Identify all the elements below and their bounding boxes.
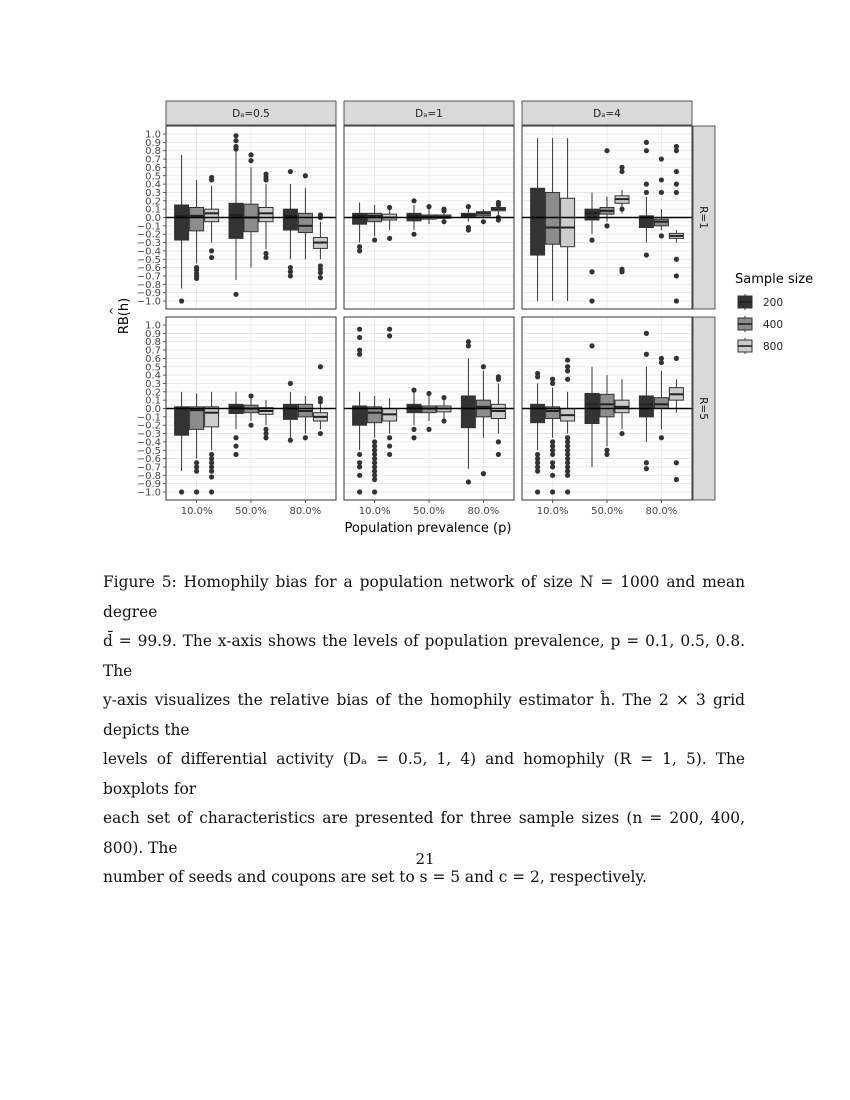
y-tick-label: −0.8 xyxy=(136,279,161,291)
y-tick-label: 0.3 xyxy=(145,378,161,390)
box-body xyxy=(561,198,575,246)
outlier-point xyxy=(674,148,679,153)
outlier-point xyxy=(441,208,446,213)
outlier-point xyxy=(565,377,570,382)
facet-panel xyxy=(522,126,692,309)
box-body xyxy=(600,394,614,417)
outlier-point xyxy=(209,248,214,253)
outlier-point xyxy=(288,438,293,443)
outlier-point xyxy=(619,269,624,274)
row-strip-label: R=5 xyxy=(697,397,709,420)
outlier-point xyxy=(565,368,570,373)
facet-panel xyxy=(522,317,692,500)
y-tick-label: −0.7 xyxy=(136,462,161,474)
legend-key xyxy=(738,294,752,310)
box-body xyxy=(639,396,653,417)
row-strip-label: R=1 xyxy=(697,206,709,229)
box-body xyxy=(531,188,545,255)
outlier-point xyxy=(179,298,184,303)
box-body xyxy=(175,205,189,240)
outlier-point xyxy=(589,237,594,242)
box-body xyxy=(283,404,297,419)
legend-label: 400 xyxy=(763,319,784,331)
box-body xyxy=(205,407,219,427)
outlier-point xyxy=(644,182,649,187)
outlier-point xyxy=(248,423,253,428)
outlier-point xyxy=(674,190,679,195)
outlier-point xyxy=(604,223,609,228)
outlier-point xyxy=(674,477,679,482)
outlier-point xyxy=(466,225,471,230)
outlier-point xyxy=(263,255,268,260)
y-tick-label: 0.4 xyxy=(145,179,161,191)
caption-line: d̄ = 99.9. The x-axis shows the levels of population prevalence, p = 0.1, 0.5, 0.8. The xyxy=(103,632,745,680)
x-tick-label: 50.0% xyxy=(413,506,445,517)
outlier-point xyxy=(659,233,664,238)
y-tick-label: 0.2 xyxy=(145,387,161,399)
outlier-point xyxy=(644,252,649,257)
outlier-point xyxy=(589,343,594,348)
outlier-point xyxy=(357,352,362,357)
caption-line: levels of differential activity (Dₐ = 0.5, 1, 4) and homophily (R = 1, 5). The boxplots for xyxy=(103,750,745,798)
facet-panels xyxy=(166,126,692,500)
box-body xyxy=(368,407,382,423)
outlier-point xyxy=(550,473,555,478)
outlier-point xyxy=(194,469,199,474)
outlier-point xyxy=(496,202,501,207)
y-axis-title: RB(h) xyxy=(117,297,132,335)
column-strip-label: Dₐ=0.5 xyxy=(232,108,270,120)
outlier-point xyxy=(426,204,431,209)
legend-title: Sample size xyxy=(735,272,814,287)
x-tick-label: 80.0% xyxy=(467,506,500,517)
x-tick-label: 50.0% xyxy=(235,506,267,517)
outlier-point xyxy=(357,248,362,253)
outlier-point xyxy=(233,292,238,297)
outlier-point xyxy=(387,205,392,210)
outlier-point xyxy=(644,460,649,465)
outlier-point xyxy=(233,443,238,448)
y-tick-label: −1.0 xyxy=(136,487,161,499)
y-tick-label: 0.6 xyxy=(145,162,161,174)
outlier-point xyxy=(288,273,293,278)
outlier-point xyxy=(441,418,446,423)
x-tick-label: 10.0% xyxy=(358,506,391,517)
outlier-point xyxy=(357,335,362,340)
outlier-point xyxy=(550,452,555,457)
outlier-point xyxy=(659,156,664,161)
outlier-point xyxy=(357,464,362,469)
outlier-point xyxy=(426,391,431,396)
outlier-point xyxy=(411,427,416,432)
box-body xyxy=(190,207,204,230)
outlier-point xyxy=(481,219,486,224)
outlier-point xyxy=(387,327,392,332)
box-body xyxy=(654,398,668,409)
box-body xyxy=(585,209,599,220)
box-body xyxy=(259,207,273,221)
legend xyxy=(735,272,813,354)
outlier-point xyxy=(411,435,416,440)
x-axis-title: Population prevalence (p) xyxy=(344,521,512,536)
outlier-point xyxy=(233,133,238,138)
outlier-point xyxy=(604,148,609,153)
caption-line: each set of characteristics are presented for three sample sizes (n = 200, 400, 800). The xyxy=(103,809,745,857)
outlier-point xyxy=(619,169,624,174)
y-tick-label: 0.2 xyxy=(145,196,161,208)
caption-line: Figure 5: Homophily bias for a population network of size N = 1000 and mean degree xyxy=(103,573,745,621)
outlier-point xyxy=(387,236,392,241)
outlier-point xyxy=(303,435,308,440)
outlier-point xyxy=(357,327,362,332)
outlier-point xyxy=(659,190,664,195)
y-tick-label: −0.4 xyxy=(136,437,161,449)
outlier-point xyxy=(303,173,308,178)
y-tick-label: −0.7 xyxy=(136,271,161,283)
x-tick-label: 80.0% xyxy=(645,506,678,517)
outlier-point xyxy=(209,474,214,479)
y-tick-label: 0.0 xyxy=(145,404,161,415)
box-body xyxy=(546,192,560,244)
box-body xyxy=(298,213,312,232)
y-tick-label: 0.7 xyxy=(145,345,161,357)
outlier-point xyxy=(644,148,649,153)
outlier-point xyxy=(233,435,238,440)
outlier-point xyxy=(288,381,293,386)
outlier-point xyxy=(263,177,268,182)
box-body xyxy=(229,203,243,238)
outlier-point xyxy=(441,219,446,224)
outlier-point xyxy=(550,489,555,494)
y-tick-label: −0.5 xyxy=(136,254,161,266)
outlier-point xyxy=(387,443,392,448)
outlier-point xyxy=(372,489,377,494)
outlier-point xyxy=(604,452,609,457)
y-tick-label: 0.9 xyxy=(145,137,161,149)
legend-label: 200 xyxy=(763,297,784,309)
outlier-point xyxy=(481,364,486,369)
outlier-point xyxy=(318,275,323,280)
outlier-point xyxy=(644,352,649,357)
outlier-point xyxy=(387,435,392,440)
column-strip-label: Dₐ=1 xyxy=(415,108,443,120)
outlier-point xyxy=(619,431,624,436)
y-tick-label: −0.4 xyxy=(136,246,161,258)
outlier-point xyxy=(674,169,679,174)
outlier-point xyxy=(659,360,664,365)
y-tick-label: −0.1 xyxy=(136,412,161,424)
outlier-point xyxy=(372,237,377,242)
outlier-point xyxy=(644,140,649,145)
y-axis-title-group xyxy=(109,298,132,334)
figure-caption xyxy=(103,568,745,893)
outlier-point xyxy=(387,333,392,338)
y-tick-label: 0.3 xyxy=(145,187,161,199)
outlier-point xyxy=(644,466,649,471)
y-tick-label: 1.0 xyxy=(145,320,161,332)
outlier-point xyxy=(659,177,664,182)
outlier-point xyxy=(357,452,362,457)
y-tick-label: −0.6 xyxy=(136,263,161,275)
outlier-point xyxy=(565,489,570,494)
outlier-point xyxy=(318,270,323,275)
outlier-point xyxy=(674,460,679,465)
outlier-point xyxy=(318,364,323,369)
y-tick-label: −0.9 xyxy=(136,479,161,491)
outlier-point xyxy=(233,146,238,151)
outlier-point xyxy=(481,471,486,476)
outlier-point xyxy=(248,393,253,398)
outlier-point xyxy=(233,452,238,457)
outlier-point xyxy=(426,427,431,432)
outlier-point xyxy=(194,276,199,281)
outlier-point xyxy=(411,198,416,203)
outlier-point xyxy=(357,473,362,478)
outlier-point xyxy=(674,182,679,187)
x-axes xyxy=(181,500,678,517)
outlier-point xyxy=(466,204,471,209)
facet-panel xyxy=(166,126,336,309)
y-tick-label: −0.9 xyxy=(136,288,161,300)
outlier-point xyxy=(318,399,323,404)
y-tick-label: 0.5 xyxy=(145,171,161,183)
legend-key xyxy=(738,338,752,354)
facet-panel xyxy=(344,317,514,500)
y-tick-label: −0.5 xyxy=(136,445,161,457)
outlier-point xyxy=(659,435,664,440)
outlier-point xyxy=(179,489,184,494)
outlier-point xyxy=(209,255,214,260)
y-tick-label: −0.2 xyxy=(136,420,161,432)
outlier-point xyxy=(288,169,293,174)
outlier-point xyxy=(248,152,253,157)
outlier-point xyxy=(535,374,540,379)
y-tick-label: −0.3 xyxy=(136,238,161,250)
legend-key xyxy=(738,316,752,332)
outlier-point xyxy=(644,331,649,336)
y-tick-label: 0.5 xyxy=(145,362,161,374)
outlier-point xyxy=(674,356,679,361)
column-strip-label: Dₐ=4 xyxy=(593,108,621,120)
y-tick-label: 0.1 xyxy=(145,395,161,407)
x-tick-label: 50.0% xyxy=(591,506,623,517)
outlier-point xyxy=(411,388,416,393)
outlier-point xyxy=(466,343,471,348)
outlier-point xyxy=(550,381,555,386)
y-tick-label: 0.4 xyxy=(145,370,161,382)
y-tick-label: 0.0 xyxy=(145,213,161,224)
y-axis-title-hat: ^ xyxy=(109,306,120,316)
y-tick-label: −0.3 xyxy=(136,429,161,441)
y-tick-label: 0.1 xyxy=(145,204,161,216)
outlier-point xyxy=(318,431,323,436)
outlier-point xyxy=(550,464,555,469)
outlier-point xyxy=(209,469,214,474)
y-tick-label: 0.6 xyxy=(145,353,161,365)
outlier-point xyxy=(674,298,679,303)
y-tick-label: −0.1 xyxy=(136,221,161,233)
facet-panel xyxy=(166,317,336,500)
y-tick-label: −0.6 xyxy=(136,454,161,466)
outlier-point xyxy=(619,207,624,212)
box-body xyxy=(461,396,475,428)
outlier-point xyxy=(644,190,649,195)
outlier-point xyxy=(496,439,501,444)
outlier-point xyxy=(194,489,199,494)
caption-line: number of seeds and coupons are set to s = 5 and c = 2, respectively. xyxy=(103,868,647,886)
outlier-point xyxy=(674,257,679,262)
x-tick-label: 10.0% xyxy=(536,506,569,517)
outlier-point xyxy=(674,273,679,278)
box-body xyxy=(205,209,219,222)
outlier-point xyxy=(248,158,253,163)
outlier-point xyxy=(411,232,416,237)
box-body xyxy=(283,209,297,230)
outlier-point xyxy=(589,269,594,274)
x-tick-label: 80.0% xyxy=(289,506,322,517)
outlier-point xyxy=(466,479,471,484)
x-tick-label: 10.0% xyxy=(180,506,213,517)
outlier-point xyxy=(565,357,570,362)
y-tick-label: 1.0 xyxy=(145,129,161,141)
outlier-point xyxy=(535,469,540,474)
outlier-point xyxy=(233,138,238,143)
y-tick-label: 0.9 xyxy=(145,328,161,340)
outlier-point xyxy=(372,477,377,482)
outlier-point xyxy=(441,395,446,400)
y-tick-label: 0.7 xyxy=(145,154,161,166)
y-tick-label: −0.2 xyxy=(136,229,161,241)
y-axes xyxy=(137,130,166,499)
y-tick-label: −0.8 xyxy=(136,470,161,482)
outlier-point xyxy=(496,374,501,379)
outlier-point xyxy=(209,489,214,494)
caption-line: y-axis visualizes the relative bias of the homophily estimator ĥ. The 2 × 3 grid depicts the xyxy=(103,691,745,739)
y-tick-label: 0.8 xyxy=(145,337,161,349)
facet-panel xyxy=(344,126,514,309)
y-tick-label: −1.0 xyxy=(136,296,161,308)
box-body xyxy=(175,407,189,435)
page-number: 21 xyxy=(415,850,435,868)
box-body xyxy=(531,404,545,422)
outlier-point xyxy=(387,452,392,457)
legend-label: 800 xyxy=(763,341,784,353)
outlier-point xyxy=(589,298,594,303)
outlier-point xyxy=(357,489,362,494)
outlier-point xyxy=(535,489,540,494)
outlier-point xyxy=(209,175,214,180)
y-tick-label: 0.8 xyxy=(145,146,161,158)
outlier-point xyxy=(496,452,501,457)
outlier-point xyxy=(565,473,570,478)
outlier-point xyxy=(263,435,268,440)
